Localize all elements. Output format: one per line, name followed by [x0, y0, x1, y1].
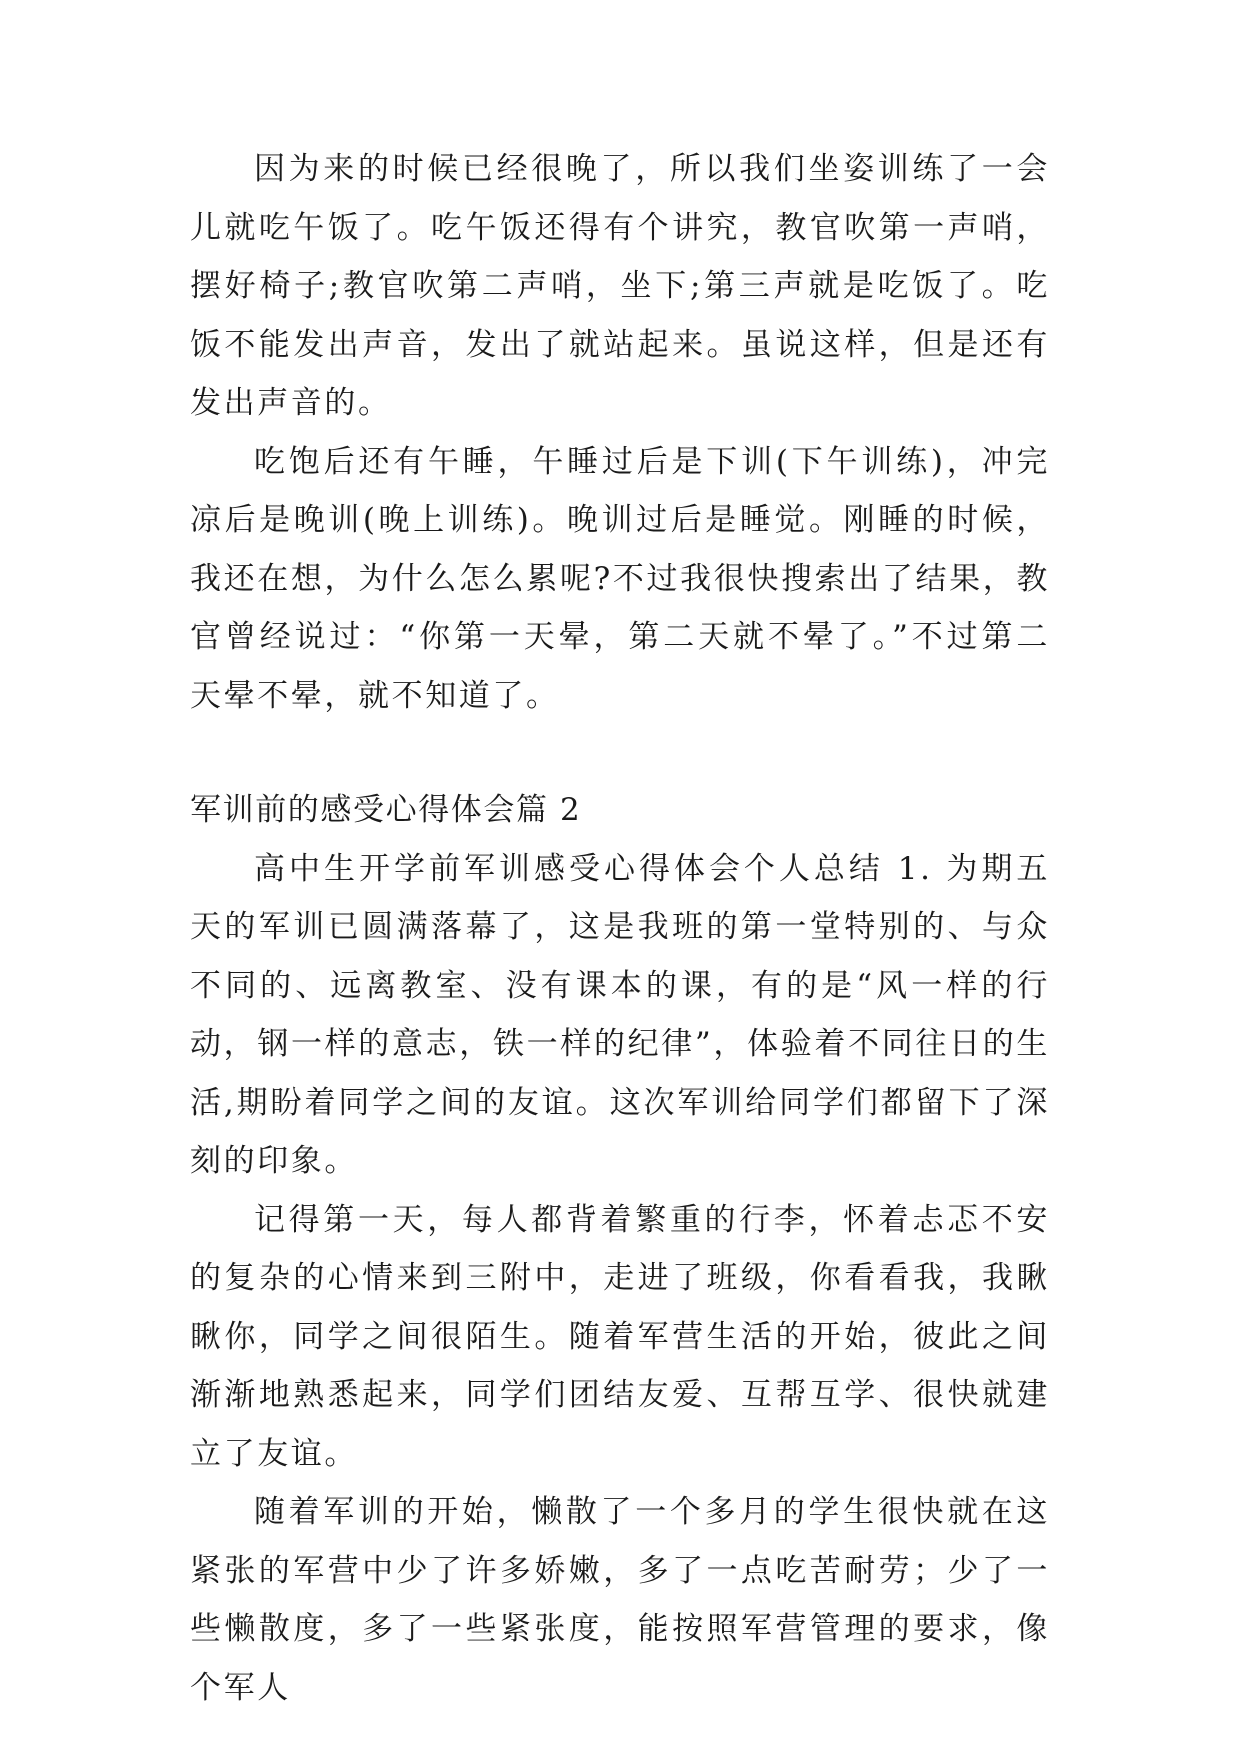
section-heading: 军训前的感受心得体会篇 2 [190, 792, 582, 828]
document-body [190, 140, 1050, 1717]
paragraph-nap-and-night-training: 吃饱后还有午睡，午睡过后是下训(下午训练)，冲完凉后是晚训(晚上训练)。晚训过后是睡觉。刚睡的时候，我还在想，为什么怎么累呢?不过我很快搜索出了结果，教官曾经说过：“你第一天晕，第二天就不晕了。”不过第二天晕不晕，就不知道了。 [190, 443, 1050, 714]
paragraph-first-day: 记得第一天，每人都背着繁重的行李，怀着忐忑不安的复杂的心情来到三附中，走进了班级，你看看我，我瞅瞅你，同学之间很陌生。随着军营生活的开始，彼此之间渐渐地熟悉起来，同学们团结友爱、互帮互学、很快就建立了友谊。 [190, 1201, 1050, 1472]
paragraph-summary-intro: 高中生开学前军训感受心得体会个人总结 1. 为期五天的军训已圆满落幕了，这是我班的第一堂特别的、与众不同的、远离教室、没有课本的课，有的是“风一样的行动，钢一样的意志，铁一样的纪律”，体验着不同往日的生活,期盼着同学之间的友谊。这次军训给同学们都留下了深刻的印象。 [190, 850, 1050, 1179]
paragraph-lunch: 因为来的时候已经很晚了，所以我们坐姿训练了一会儿就吃午饭了。吃午饭还得有个讲究，教官吹第一声哨，摆好椅子;教官吹第二声哨，坐下;第三声就是吃饭了。吃饭不能发出声音，发出了就站起来。虽说这样，但是还有发出声音的。 [190, 151, 1050, 421]
paragraph-training-start: 随着军训的开始，懒散了一个多月的学生很快就在这紧张的军营中少了许多娇嫩，多了一点吃苦耐劳；少了一些懒散度，多了一些紧张度，能按照军营管理的要求，像个军人 [190, 1494, 1050, 1706]
